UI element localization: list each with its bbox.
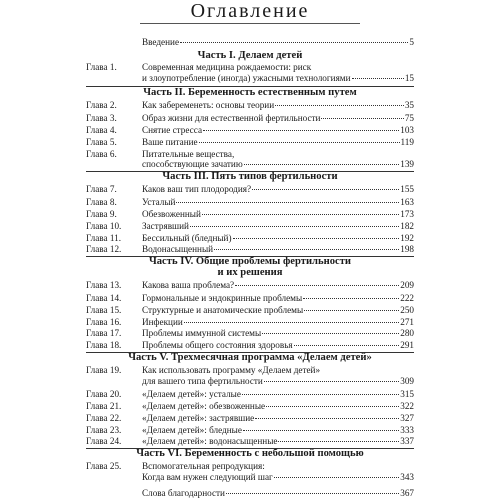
page-number: 5 — [409, 37, 414, 47]
dot-leader — [242, 394, 399, 395]
dot-leader — [190, 226, 399, 227]
chapter-number: Глава 8. — [86, 197, 117, 207]
chapter-number: Глава 10. — [86, 221, 122, 231]
toc-entry-chapter-15[interactable] — [86, 304, 414, 316]
chapter-number: Глава 4. — [86, 125, 117, 135]
chapter-number: Глава 17. — [86, 328, 122, 338]
chapter-number: Глава 19. — [86, 365, 122, 375]
toc-entry-chapter-2[interactable] — [86, 99, 414, 111]
toc-entry-chapter-12[interactable] — [86, 243, 414, 255]
dot-leader — [303, 298, 399, 299]
entry-title: «Делаем детей»: обезвоженные — [142, 401, 266, 411]
toc-entry-chapter-21[interactable] — [86, 400, 414, 412]
part-heading-3: Часть III. Пять типов фертильности — [162, 171, 338, 182]
page-number: 309 — [400, 376, 414, 386]
chapter-number: Глава 22. — [86, 413, 122, 423]
page-number: 250 — [400, 305, 414, 315]
entry-title: Структурные и анатомические проблемы — [142, 305, 304, 315]
toc-entry-chapter-22[interactable] — [86, 412, 414, 424]
dot-leader — [352, 78, 404, 79]
part-heading-5: Часть V. Трехмесячная программа «Делаем детей» — [128, 352, 372, 363]
chapter-number: Глава 25. — [86, 461, 122, 471]
chapter-number: Глава 18. — [86, 340, 122, 350]
entry-title: Слова благодарности — [142, 488, 225, 498]
dot-leader — [262, 333, 399, 334]
chapter-number: Глава 13. — [86, 280, 122, 290]
page-number: 182 — [400, 221, 414, 231]
entry-title: Как забеременеть: основы теории — [142, 100, 275, 110]
page-number: 222 — [400, 293, 414, 303]
dot-leader — [294, 345, 400, 346]
toc-entry-chapter-4[interactable] — [86, 124, 414, 136]
page-number: 291 — [400, 340, 414, 350]
chapter-number: Глава 16. — [86, 317, 122, 327]
entry-title: Образ жизни для естественной фертильности — [142, 113, 321, 123]
entry-title: Застрявший — [142, 221, 189, 231]
toc-entry-acknowledgements[interactable] — [86, 487, 414, 499]
dot-leader — [180, 42, 408, 43]
toc-entry-chapter-10[interactable] — [86, 220, 414, 232]
part-heading-6: Часть VI. Беременность с небольшой помощью — [136, 448, 364, 459]
page-number: 271 — [400, 317, 414, 327]
dot-leader — [235, 285, 399, 286]
entry-title: Введение — [142, 37, 180, 47]
page-number: 103 — [400, 125, 414, 135]
entry-title: Гормональные и эндокринные проблемы — [142, 293, 303, 303]
page-number: 209 — [400, 280, 414, 290]
page-number: 280 — [400, 328, 414, 338]
chapter-number: Глава 3. — [86, 113, 117, 123]
chapter-number: Глава 1. — [86, 62, 117, 72]
entry-title: Водонасыщенный — [142, 244, 214, 254]
dot-leader — [266, 406, 399, 407]
entry-title: Проблемы общего состояния здоровья — [142, 340, 293, 350]
dot-leader — [252, 189, 399, 190]
part-heading-1: Часть I. Делаем детей — [197, 50, 303, 61]
dot-leader — [203, 130, 399, 131]
chapter-number: Глава 20. — [86, 389, 122, 399]
entry-title: «Делаем детей»: застрявшие — [142, 413, 255, 423]
toc-entry-chapter-3[interactable] — [86, 112, 414, 124]
page-number: 327 — [400, 413, 414, 423]
entry-title-cont: для вашего типа фертильности — [142, 376, 263, 386]
entry-title-cont: способствующие зачатию — [142, 159, 243, 169]
entry-title: «Делаем детей»: усталые — [142, 389, 241, 399]
page-number: 315 — [400, 389, 414, 399]
entry-title: Снятие стресса — [142, 125, 203, 135]
dot-leader — [226, 493, 399, 494]
entry-title: Какова ваша проблема? — [142, 280, 235, 290]
entry-title: Бессильный (бледный) — [142, 233, 232, 243]
page-number: 337 — [400, 436, 414, 446]
toc-entry-chapter-7[interactable] — [86, 183, 414, 195]
entry-title: Каков ваш тип плодородия? — [142, 184, 252, 194]
page-number: 198 — [400, 244, 414, 254]
toc-entry-chapter-19-cont[interactable] — [86, 375, 414, 387]
page-number: 75 — [404, 113, 414, 123]
chapter-number: Глава 7. — [86, 184, 117, 194]
entry-title: «Делаем детей»: бледные — [142, 425, 242, 435]
entry-title-cont: Когда вам нужен следующий шаг — [142, 472, 273, 482]
dot-leader — [202, 214, 399, 215]
dot-leader — [233, 238, 400, 239]
chapter-number: Глава 12. — [86, 244, 122, 254]
chapter-number: Глава 11. — [86, 233, 122, 243]
dot-leader — [321, 118, 403, 119]
dot-leader — [214, 249, 399, 250]
dot-leader — [274, 477, 399, 478]
chapter-number: Глава 5. — [86, 137, 117, 147]
part-heading-4: Часть IV. Общие проблемы фертильности — [148, 256, 352, 267]
part-heading-2: Часть II. Беременность естественным путем — [143, 87, 357, 98]
chapter-number: Глава 9. — [86, 209, 117, 219]
dot-leader — [304, 310, 399, 311]
entry-title-cont: и злоупотребление (иногда) ужасными технологиями — [142, 73, 351, 83]
entry-title: Питательные вещества, — [142, 149, 235, 159]
dot-leader — [243, 430, 399, 431]
toc-entry-chapter-5[interactable] — [86, 136, 414, 148]
page-number: 139 — [400, 159, 414, 169]
entry-title: Проблемы иммунной системы — [142, 328, 262, 338]
chapter-number: Глава 24. — [86, 436, 122, 446]
dot-leader — [199, 142, 400, 143]
toc-entry-chapter-8[interactable] — [86, 196, 414, 208]
page-number: 15 — [404, 73, 414, 83]
toc-entry-chapter-1-cont[interactable] — [86, 72, 414, 84]
page-number: 173 — [400, 209, 414, 219]
chapter-number: Глава 23. — [86, 425, 122, 435]
entry-title: Современная медицина рождаемости: риск — [142, 62, 312, 72]
dot-leader — [176, 202, 399, 203]
dot-leader — [255, 418, 399, 419]
toc-entry-chapter-14[interactable] — [86, 292, 414, 304]
page-number: 119 — [400, 137, 414, 147]
title-underline — [140, 23, 360, 24]
chapter-number: Глава 6. — [86, 149, 117, 159]
entry-title: Усталый — [142, 197, 176, 207]
dot-leader — [275, 105, 404, 106]
page-number: 367 — [400, 488, 414, 498]
toc-entry-chapter-9[interactable] — [86, 208, 414, 220]
page-number: 192 — [400, 233, 414, 243]
page-number: 343 — [400, 472, 414, 482]
chapter-number: Глава 2. — [86, 100, 117, 110]
part-heading-4-line2: и их решения — [217, 267, 283, 278]
chapter-number: Глава 14. — [86, 293, 122, 303]
entry-title: Вспомогательная репродукция: — [142, 461, 265, 471]
page-title: Оглавление — [190, 0, 310, 22]
toc-entry-chapter-24[interactable] — [86, 435, 414, 447]
page-number: 333 — [400, 425, 414, 435]
toc-entry-chapter-6-cont[interactable] — [86, 158, 414, 170]
dot-leader — [184, 322, 399, 323]
toc-entry-chapter-18[interactable] — [86, 339, 414, 351]
dot-leader — [278, 441, 399, 442]
entry-title: «Делаем детей»: водонасыщенные — [142, 436, 278, 446]
entry-title: Обезвоженный — [142, 209, 201, 219]
page-number: 155 — [400, 184, 414, 194]
dot-leader — [264, 381, 399, 382]
entry-title: Ваше питание — [142, 137, 198, 147]
entry-title: Как использовать программу «Делаем детей» — [142, 365, 321, 375]
page-number: 163 — [400, 197, 414, 207]
chapter-number: Глава 15. — [86, 305, 122, 315]
toc-entry-chapter-20[interactable] — [86, 388, 414, 400]
toc-entry-chapter-17[interactable] — [86, 327, 414, 339]
page-number: 322 — [400, 401, 414, 411]
toc-entry-chapter-13[interactable] — [86, 279, 414, 291]
toc-entry-chapter-25-cont[interactable] — [86, 471, 414, 483]
entry-title: Инфекции — [142, 317, 183, 327]
toc-entry-intro[interactable] — [86, 36, 414, 48]
dot-leader — [244, 164, 400, 165]
page-number: 35 — [404, 100, 414, 110]
chapter-number: Глава 21. — [86, 401, 122, 411]
